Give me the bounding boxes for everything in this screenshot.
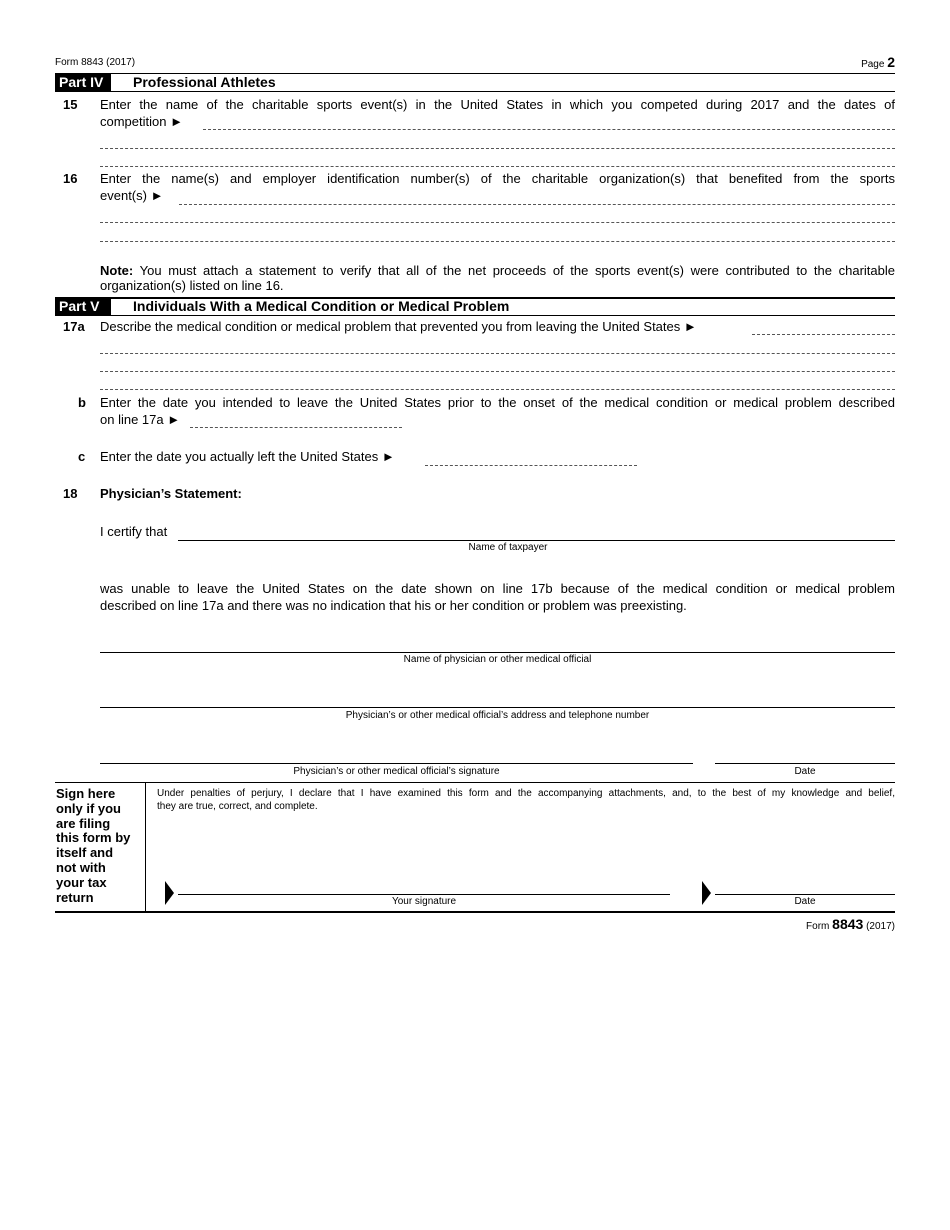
part5-tab: Part V xyxy=(55,298,111,315)
part5-rule xyxy=(55,315,895,316)
footer-form-word: Form xyxy=(806,921,830,932)
date-arrow-icon xyxy=(702,881,711,905)
line15-text1: Enter the name of the charitable sports event(s) in the United States in which you competed during 2017 and the dates of xyxy=(100,97,895,112)
sign-heading-line: itself and xyxy=(56,845,114,861)
sign-heading-line: not with xyxy=(56,859,106,875)
line17a-text: Describe the medical condition or medical problem that prevented you from leaving the United States ► xyxy=(100,319,697,334)
signature-date-field[interactable] xyxy=(715,894,895,895)
part4-title: Professional Athletes xyxy=(133,74,276,90)
physician-name-field[interactable] xyxy=(100,652,895,653)
part4-rule xyxy=(55,91,895,92)
perjury-text-line2: they are true, correct, and complete. xyxy=(157,801,318,812)
part4-tab: Part IV xyxy=(55,74,111,91)
physician-address-field[interactable] xyxy=(100,707,895,708)
perjury-text-line1: Under penalties of perjury, I declare that I have examined this form and the accompanying attachments, and, to the best of my knowledge and belief, xyxy=(157,788,895,799)
signature-date-caption: Date xyxy=(794,896,816,907)
sign-heading-line: Sign here xyxy=(56,786,116,801)
sign-heading-line: only if you xyxy=(56,800,121,816)
line15-entry-field-3[interactable] xyxy=(100,166,895,167)
line15-entry-field-2[interactable] xyxy=(100,148,895,149)
page-number: 2 xyxy=(887,54,895,70)
line16-entry-field-1[interactable] xyxy=(179,204,895,205)
line17a-number: 17a xyxy=(63,319,85,334)
sign-here-heading xyxy=(56,787,142,905)
line17c-text: Enter the date you actually left the United States ► xyxy=(100,449,395,464)
physician-name-caption: Name of physician or other medical official xyxy=(403,654,592,665)
note-text1: You must attach a statement to verify that all of the net proceeds of the sports event(s) were contributed to the charitable xyxy=(139,263,895,278)
taxpayer-name-caption: Name of taxpayer xyxy=(468,542,548,553)
line15-text2: competition ► xyxy=(100,114,183,129)
line17c-number: c xyxy=(78,449,86,464)
sign-section-top-rule xyxy=(55,782,895,783)
page-label: Page xyxy=(861,59,885,70)
footer-form-id xyxy=(806,916,895,932)
line16-number: 16 xyxy=(63,171,78,186)
physician-address-caption: Physician’s or other medical official’s address and telephone number xyxy=(345,710,650,721)
sign-section-bottom-rule xyxy=(55,911,895,913)
footer-form-number: 8843 xyxy=(832,916,864,932)
line16-text1: Enter the name(s) and employer identification number(s) of the charitable organization(s) that benefited from the sports xyxy=(100,171,895,186)
line17b-number: b xyxy=(78,395,86,410)
line17a-entry-field-1[interactable] xyxy=(752,334,895,335)
taxpayer-name-field[interactable] xyxy=(178,540,895,541)
line15-entry-field-1[interactable] xyxy=(203,129,895,130)
physician-signature-field[interactable] xyxy=(100,763,693,764)
physician-statement-line2: described on line 17a and there was no indication that his or her condition or problem was preexisting. xyxy=(100,598,687,613)
physician-signature-caption: Physician’s or other medical official’s signature xyxy=(293,766,500,777)
sign-heading-line: are filing xyxy=(56,815,111,831)
line17a-entry-field-3[interactable] xyxy=(100,371,895,372)
line17a-entry-field-4[interactable] xyxy=(100,389,895,390)
certify-label: I certify that xyxy=(100,524,168,539)
signature-arrow-icon xyxy=(165,881,174,905)
sign-heading-line: return xyxy=(56,889,94,905)
line17a-entry-field-2[interactable] xyxy=(100,353,895,354)
line17c-date-field[interactable] xyxy=(425,465,637,466)
note-label: Note: xyxy=(100,263,134,278)
your-signature-field[interactable] xyxy=(178,894,670,895)
line17b-date-field[interactable] xyxy=(190,427,402,428)
sign-heading-line: this form by xyxy=(56,830,131,846)
line18-title: Physician’s Statement: xyxy=(100,486,242,501)
physician-date-caption: Date xyxy=(794,766,816,777)
line16-entry-field-3[interactable] xyxy=(100,241,895,242)
your-signature-caption: Your signature xyxy=(391,896,457,907)
line16-text2: event(s) ► xyxy=(100,188,164,203)
physician-statement-line1: was unable to leave the United States on the date shown on line 17b because of the medical condition or medical problem xyxy=(100,581,895,596)
page-indicator xyxy=(861,54,895,70)
sign-section-divider xyxy=(145,782,146,912)
line17b-text2: on line 17a ► xyxy=(100,412,181,427)
physician-date-field[interactable] xyxy=(715,763,895,764)
part4-note-line2: organization(s) listed on line 16. xyxy=(100,278,284,293)
form-reference: Form 8843 (2017) xyxy=(55,57,136,68)
part5-title: Individuals With a Medical Condition or Medical Problem xyxy=(133,298,510,314)
sign-heading-line: your tax xyxy=(56,874,107,890)
footer-year: (2017) xyxy=(866,921,895,932)
form-page xyxy=(55,0,895,1230)
line17b-text1: Enter the date you intended to leave the United States prior to the onset of the medical condition or medical problem described xyxy=(100,395,895,410)
line15-number: 15 xyxy=(63,97,78,112)
line16-entry-field-2[interactable] xyxy=(100,222,895,223)
line18-number: 18 xyxy=(63,486,78,501)
